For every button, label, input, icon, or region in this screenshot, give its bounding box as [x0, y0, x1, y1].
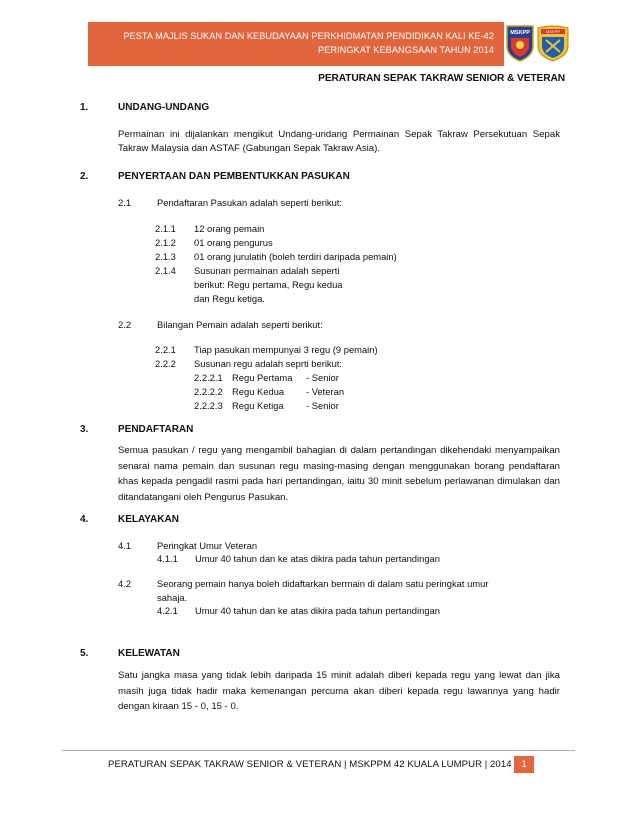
item-4-2-number: 4.2 — [118, 578, 132, 589]
section-5-number: 5. — [80, 648, 89, 659]
section-5-title: KELEWATAN — [118, 648, 180, 659]
regu-row-category: - Senior — [306, 400, 339, 411]
item-2-1-4-line-3: dan Regu ketiga. — [194, 293, 265, 304]
item-2-1-text: Pendaftaran Pasukan adalah seperti berikut: — [157, 197, 343, 208]
section-5-paragraph: Satu jangka masa yang tidak lebih daripada 15 minit adalah diberi kepada regu yang lewat dan jika masih juga tidak hadir maka kemenangan percuma akan diberi kepada regu lawannya yang hadir dengan kiraan 15 - 0, 15 - 0. — [118, 670, 560, 712]
item-2-1-2-number: 2.1.2 — [155, 237, 176, 248]
item-2-1-4-number: 2.1.4 — [155, 265, 176, 276]
item-4-2-1-text: Umur 40 tahun dan ke atas dikira pada tahun pertandingan — [195, 605, 440, 616]
item-2-2-1-text: Tiap pasukan mempunyai 3 regu (9 pemain) — [194, 344, 378, 355]
regu-row-number: 2.2.2.3 — [194, 400, 223, 411]
section-4-number: 4. — [80, 514, 89, 525]
banner-line-2: PERINGKAT KEBANGSAAN TAHUN 2014 — [318, 45, 494, 55]
section-2-number: 2. — [80, 171, 89, 182]
mskpp-crest-logo — [536, 24, 570, 62]
item-2-2-1-number: 2.2.1 — [155, 344, 176, 355]
item-4-1-number: 4.1 — [118, 540, 132, 551]
document-title: PERATURAN SEPAK TAKRAW SENIOR & VETERAN — [318, 73, 565, 84]
logo2-text: MSKPP — [545, 29, 561, 35]
section-3-number: 3. — [80, 424, 89, 435]
section-1-title: UNDANG-UNDANG — [118, 102, 210, 113]
item-4-2-line-2: sahaja. — [157, 592, 188, 603]
regu-row-category: - Veteran — [306, 386, 345, 397]
item-2-1-1-text: 12 orang pemain — [194, 223, 265, 234]
header-banner — [88, 22, 504, 66]
page-number: 1 — [514, 756, 534, 773]
item-4-1-1-text: Umur 40 tahun dan ke atas dikira pada tahun pertandingan — [195, 553, 440, 564]
footer-text: PERATURAN SEPAK TAKRAW SENIOR & VETERAN | MSKPPM 42 KUALA LUMPUR | 2014 — [108, 759, 512, 770]
section-1-paragraph: Permainan ini dijalankan mengikut Undang-undang Permainan Sepak Takraw Persekutuan Sepak Takraw Malaysia dan ASTAF (Gabungan Sepak Takraw Asia). — [118, 129, 560, 155]
section-1-number: 1. — [80, 102, 89, 113]
item-2-1-2-text: 01 orang pengurus — [194, 237, 273, 248]
section-3-paragraph: Semua pasukan / regu yang mengambil bahagian di dalam pertandingan dikehendaki menyampaikan senarai nama pemain dan susunan regu masing-masing dengan menggunakan borang pendaftaran khas kepada pengadil rasmi pada hari pertandingan, iaitu 30 minit sebelum perlawanan dimulakan dan ditandatangani oleh Pengurus Pasukan. — [118, 445, 560, 503]
regu-row-category: - Senior — [306, 372, 339, 383]
footer-divider — [62, 750, 575, 751]
logo1-text: MSKPP — [510, 30, 530, 36]
item-4-1-text: Peringkat Umur Veteran — [157, 540, 258, 551]
item-4-2-line-1: Seorang pemain hanya boleh didaftarkan bermain di dalam satu peringkat umur — [157, 578, 489, 589]
item-2-2-2-number: 2.2.2 — [155, 358, 176, 369]
item-4-2-1-number: 4.2.1 — [157, 605, 178, 616]
section-4-title: KELAYAKAN — [118, 514, 179, 525]
regu-row-number: 2.2.2.1 — [194, 372, 223, 383]
item-4-1-1-number: 4.1.1 — [157, 553, 178, 564]
item-2-1-1-number: 2.1.1 — [155, 223, 176, 234]
regu-row-name: Regu Pertama — [232, 372, 293, 383]
regu-row-name: Regu Kedua — [232, 386, 285, 397]
item-2-1-4-line-2: berikut: Regu pertama, Regu kedua — [194, 279, 343, 290]
regu-row-number: 2.2.2.2 — [194, 386, 223, 397]
item-2-1-4-line-1: Susunan permainan adalah seperti — [194, 265, 340, 276]
section-2-title: PENYERTAAN DAN PEMBENTUKKAN PASUKAN — [118, 171, 350, 182]
item-2-2-2-text: Susunan regu adalah seprti berikut: — [194, 358, 343, 369]
regu-row-name: Regu Ketiga — [232, 400, 284, 411]
item-2-1-number: 2.1 — [118, 197, 132, 208]
section-3-title: PENDAFTARAN — [118, 424, 194, 435]
banner-line-1: PESTA MAJLIS SUKAN DAN KEBUDAYAAN PERKHIDMATAN PENDIDIKAN KALI KE-42 — [123, 31, 494, 41]
item-2-2-text: Bilangan Pemain adalah seperti berikut: — [157, 319, 323, 330]
item-2-1-3-text: 01 orang jurulatih (boleh terdiri daripada pemain) — [194, 251, 397, 262]
item-2-1-3-number: 2.1.3 — [155, 251, 176, 262]
item-2-2-number: 2.2 — [118, 319, 132, 330]
mskpp-logo — [505, 24, 535, 62]
